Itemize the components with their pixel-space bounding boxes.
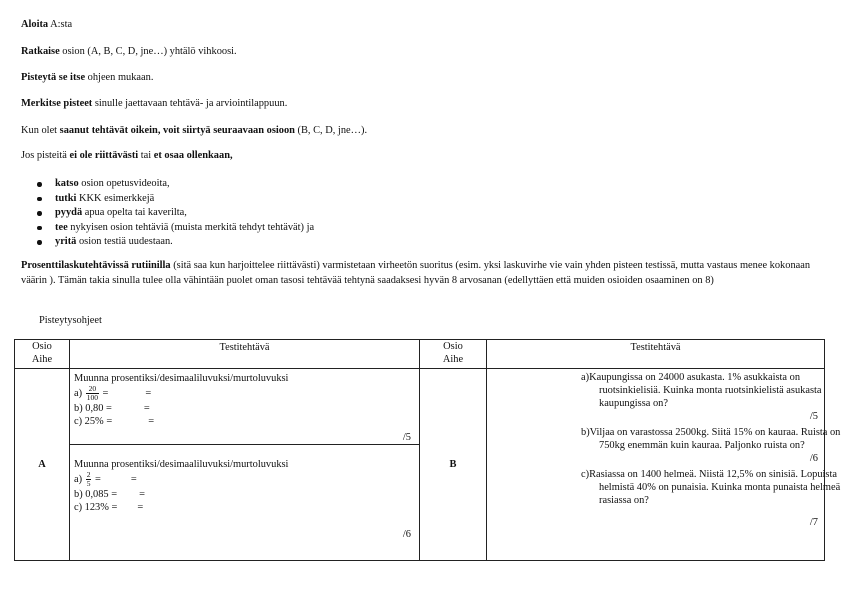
instruction-line-2: Ratkaise osion (A, B, C, D, jne…) yhtälö vihkoosi.: [21, 46, 237, 57]
list-item: tee nykyisen osion tehtäviä (muista merkitä tehdyt tehtävät) ja: [21, 221, 314, 236]
fraction-icon: $\frac{2}{5}$: [86, 470, 91, 488]
list-item: tutki KKK esimerkkejä: [21, 192, 314, 207]
task-a2-item-b: b) 0,085 = =: [74, 489, 145, 500]
task-b-item-b: b)Viljaa on varastossa 2500kg. Siitä 15% on kauraa. Ruista on 750kg enemmän kuin kauraa. Paljonko ruista on? /6: [581, 427, 841, 464]
scoring-table: [14, 339, 841, 561]
bullet-icon: [37, 240, 42, 245]
instruction-line-4: Merkitse pisteet sinulle jaettavaan tehtävä- ja arviointilappuun.: [21, 98, 288, 109]
bullet-icon: [37, 211, 42, 216]
list-item: pyydä apua opelta tai kaverilta,: [21, 206, 314, 221]
bullet-icon: [37, 226, 42, 231]
instruction-line-3: Pisteytä se itse ohjeen mukaan.: [21, 72, 154, 83]
list-item: katso osion opetusvideoita,: [21, 177, 314, 192]
task-a1-cell: [70, 369, 420, 445]
header-task: Testitehtävä: [70, 340, 420, 369]
bullet-icon: [37, 197, 42, 202]
task-a1-item-b: b) 0,80 = =: [74, 403, 150, 414]
table-row: [15, 369, 825, 445]
header-task: Testitehtävä: [487, 340, 825, 369]
table-header-row: [15, 340, 825, 369]
routine-paragraph: Prosenttilaskutehtävissä rutiinilla (sitä saa kun harjoittelee riittävästi) varmistetaan virheetön suoritus (esim. yksi laskuvirhe vie vain yhden pisteen testissä, mutta vastaus menee kokonaan väärin ). Tämän takia sinulla tulee olla vähintään puolet oman tasosi tehtävää tehtynä saadaksesi hyvän 8 arvosanan (edellyttäen että muiden osioiden osaaminen on 8): [21, 260, 811, 286]
task-a2-title: Muunna prosentiksi/desimaaliluvuksi/murtoluvuksi: [74, 459, 289, 470]
task-a1-score: /5: [402, 432, 411, 443]
task-b-cell: [487, 369, 841, 561]
instruction-line-1: Aloita A:sta: [21, 19, 73, 30]
list-item: yritä osion testiä uudestaan.: [21, 235, 314, 250]
task-a1-item-c: c) 25% = =: [74, 416, 155, 427]
task-a1-title: Muunna prosentiksi/desimaaliluvuksi/murtoluvuksi: [74, 373, 289, 384]
header-section: Osio Aihe: [15, 340, 70, 369]
scoring-title: Pisteytysohjeet: [39, 315, 102, 326]
task-b-item-c: c)Rasiassa on 1400 helmeä. Niistä 12,5% on sinisiä. Lopuista helmistä 40% on punaisia. Kuinka monta punaista helmeä rasiassa on? /7: [581, 469, 841, 528]
fraction-icon: $\frac{20}{100}$: [86, 384, 98, 402]
task-a2-cell: [70, 445, 420, 561]
instruction-line-5: Kun olet saanut tehtävät oikein, voit siirtyä seuraavaan osioon (B, C, D, jne…).: [21, 125, 368, 136]
section-a-label: A: [15, 369, 70, 561]
bullet-icon: [37, 182, 42, 187]
header-section: Osio Aihe: [420, 340, 487, 369]
task-b-item-a: a)Kaupungissa on 24000 asukasta. 1% asukkaista on ruotsinkielisiä. Kuinka monta ruotsinkielistä asukasta kaupungissa on? /5: [581, 372, 822, 422]
help-list: [21, 177, 314, 250]
task-a2-item-c: c) 123% = =: [74, 502, 144, 513]
task-a2-item-a: a) $\frac{2}{5}$ = =: [74, 470, 137, 488]
section-b-label: B: [420, 369, 487, 561]
task-a2-score: /6: [402, 529, 411, 540]
instruction-line-6: Jos pisteitä ei ole riittävästi tai et osaa ollenkaan,: [21, 150, 233, 161]
task-a1-item-a: a) $\frac{20}{100}$ = =: [74, 384, 152, 402]
